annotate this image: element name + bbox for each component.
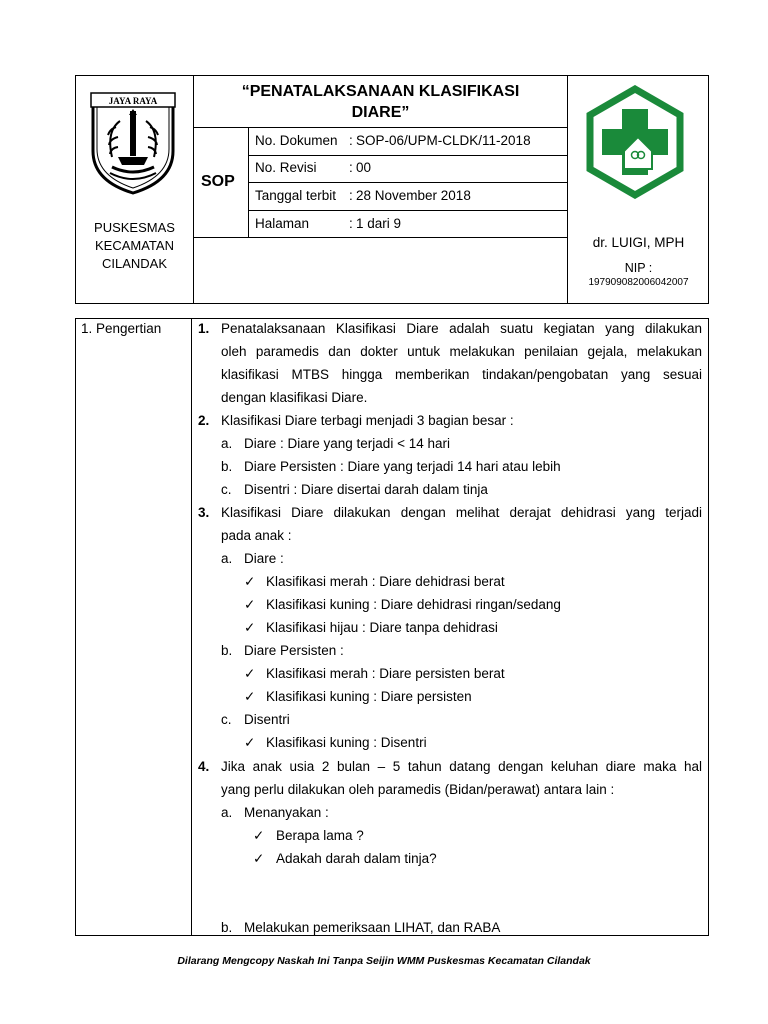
list-marker: b. (221, 459, 233, 474)
header-divider (193, 127, 567, 128)
check-icon: ✓ (244, 689, 256, 704)
issue-date-value: 28 November 2018 (356, 188, 471, 203)
paragraph-line: pada anak : (221, 528, 292, 543)
doc-number-value: SOP-06/UPM-CLDK/11-2018 (356, 133, 531, 148)
title-line: DIARE” (351, 104, 410, 121)
list-item: Disentri (244, 712, 290, 727)
check-item: Klasifikasi hijau : Diare tanpa dehidrasi (266, 620, 498, 635)
issue-date-sep: : (349, 188, 353, 203)
puskesmas-logo (584, 85, 686, 199)
check-item: Berapa lama ? (276, 828, 364, 843)
issue-date-label: Tanggal terbit (255, 188, 337, 203)
header-divider (193, 237, 567, 238)
header-divider (248, 182, 567, 183)
list-item: Diare Persisten : (244, 643, 344, 658)
check-icon: ✓ (244, 597, 256, 612)
doc-number-sep: : (349, 133, 353, 148)
check-item: Adakah darah dalam tinja? (276, 851, 437, 866)
list-marker: b. (221, 920, 233, 935)
list-marker: c. (221, 482, 232, 497)
paragraph-line: klasifikasi MTBS hingga memberikan tindakan/pengobatan yang sesuai (221, 367, 702, 382)
item-number: 2. (198, 413, 210, 428)
list-marker: b. (221, 643, 233, 658)
org-line: PUSKESMAS (94, 220, 175, 235)
revision-sep: : (349, 160, 353, 175)
item-number: 3. (198, 505, 210, 520)
check-icon: ✓ (253, 828, 265, 843)
check-item: Klasifikasi merah : Diare persisten berat (266, 666, 505, 681)
paragraph-line: dengan klasifikasi Diare. (221, 390, 368, 405)
header-divider (248, 155, 567, 156)
list-item: Disentri : Diare disertai darah dalam tinja (244, 482, 488, 497)
doc-number-label: No. Dokumen (255, 133, 338, 148)
check-icon: ✓ (244, 574, 256, 589)
org-line: CILANDAK (101, 256, 168, 271)
list-marker: c. (221, 712, 232, 727)
revision-label: No. Revisi (255, 160, 317, 175)
list-item: Diare Persisten : Diare yang terjadi 14 hari atau lebih (244, 459, 561, 474)
item-number: 4. (198, 759, 210, 774)
list-marker: a. (221, 551, 233, 566)
paragraph-line: Klasifikasi Diare terbagi menjadi 3 bagian besar : (221, 413, 514, 428)
check-icon: ✓ (253, 851, 265, 866)
document-title (194, 81, 567, 123)
list-item: Menanyakan : (244, 805, 329, 820)
list-marker: a. (221, 805, 233, 820)
paragraph-line: Penatalaksanaan Klasifikasi Diare adalah suatu kegiatan yang dilakukan (221, 321, 702, 336)
check-item: Klasifikasi kuning : Diare dehidrasi ringan/sedang (266, 597, 561, 612)
org-name (76, 219, 193, 273)
jaya-raya-crest-logo (88, 91, 178, 195)
nip-label: NIP : (624, 261, 653, 275)
header-divider (248, 210, 567, 211)
check-item: Klasifikasi merah : Diare dehidrasi berat (266, 574, 505, 589)
title-line: “PENATALAKSANAAN KLASIFIKASI (241, 83, 520, 100)
list-item: Diare : (244, 551, 284, 566)
paragraph-line: yang perlu dilakukan oleh paramedis (Bidan/perawat) antara lain : (221, 782, 615, 797)
org-line: KECAMATAN (95, 238, 174, 253)
sop-label: SOP (201, 173, 235, 190)
page-sep: : (349, 216, 353, 231)
footer-note: Dilarang Mengcopy Naskah Ini Tanpa Seijin WMM Puskesmas Kecamatan Cilandak (177, 955, 591, 967)
check-item: Klasifikasi kuning : Diare persisten (266, 689, 472, 704)
page-label: Halaman (255, 216, 310, 231)
paragraph-line: Klasifikasi Diare dilakukan dengan melihat derajat dehidrasi yang terjadi (221, 505, 702, 520)
check-icon: ✓ (244, 666, 256, 681)
check-item: Klasifikasi kuning : Disentri (266, 735, 427, 750)
list-marker: a. (221, 436, 233, 451)
paragraph-line: oleh paramedis dan dokter untuk melakukan penilaian gejala, melakukan (221, 344, 702, 359)
section-label: 1. Pengertian (81, 321, 162, 336)
list-item: Diare : Diare yang terjadi < 14 hari (244, 436, 450, 451)
check-icon: ✓ (244, 735, 256, 750)
item-number: 1. (198, 321, 210, 336)
revision-value: 00 (356, 160, 372, 175)
nip-value: 197909082006042007 (588, 277, 689, 288)
paragraph-line: Jika anak usia 2 bulan – 5 tahun datang dengan keluhan diare maka hal (221, 759, 702, 774)
check-icon: ✓ (244, 620, 256, 635)
svg-text:JAYA RAYA: JAYA RAYA (108, 96, 158, 106)
page-value: 1 dari 9 (356, 216, 402, 231)
list-item: Melakukan pemeriksaan LIHAT, dan RABA (244, 920, 501, 935)
signer-name: dr. LUIGI, MPH (592, 235, 685, 250)
content-divider (191, 318, 192, 936)
